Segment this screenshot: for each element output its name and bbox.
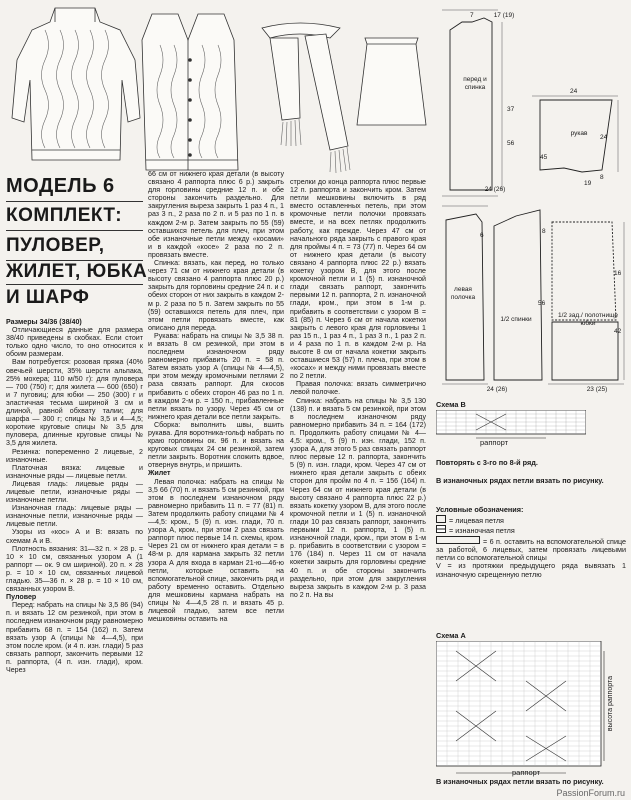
sleeve-label: рукав [570, 130, 588, 137]
stockinette-paragraph: Лицевая гладь: лицевые ряды — лицевые петли, изнаночные ряды — изнаночные петли. [6, 479, 143, 505]
text-column-2 [148, 170, 284, 800]
title-divider [6, 201, 143, 202]
dim-label: 23 (25) [586, 386, 608, 393]
pullover-heading: Пуловер [6, 593, 37, 602]
dim-label: 42 [614, 328, 622, 335]
site-watermark: PassionForum.ru [556, 788, 625, 798]
vest-drawing [142, 14, 238, 170]
legend-knit: = лицевая петля [436, 515, 626, 525]
scheme-a-grid [436, 641, 606, 781]
title-line-4: И ШАРФ [6, 287, 90, 308]
title-line-2: ПУЛОВЕР, [6, 235, 105, 256]
assembly-paragraph: Сборка: выполнить швы, вшить рукава. Для воротника-гольф набрать по краю горловины ок. 96 п. и вязать на круговых спицах 24 см резинкой, затем петли закрыть. Воротник сложить вдвое, отвернув внутрь, и пришить. [148, 420, 284, 470]
vest-heading: Жилет [148, 469, 171, 478]
dim-label: 19 [584, 180, 592, 187]
dim-label: 17 (19) [493, 12, 515, 19]
dim-label: 24 [600, 134, 608, 141]
dim-label: 24 (26) [484, 186, 506, 193]
scheme-b-note: В изнаночных рядах петли вязать по рисунку. [436, 476, 604, 485]
title-divider [6, 284, 143, 285]
scheme-a-title: Схема А [436, 631, 466, 640]
dim-label: 24 [570, 88, 578, 95]
rib-paragraph: Резинка: попеременно 2 лицевые, 2 изнаночные. [6, 447, 143, 464]
intro-paragraph: Отличающиеся данные для размера 38/40 приведены в скобках. Если стоит только одно число, то оно относится к обоим размерам. [6, 326, 143, 359]
materials-paragraph: Вам потребуется: розовая пряжа (40% овечьей шерсти, 35% шерсти альпака, 25% мохера; 110 м/50 г): для пуловера — 700 (750) г; для жилета — 600 (650) г и 7 пуговиц; для юбки — 250 (300) г и эластичная тесьма шириной 3 см и длиной, равной обхвату талии; для шарфа — 300 г; спицы № 3,5 и 4—4,5; короткие круговые спицы № 3,5 для пуловера, длинные круговые спицы № 3,5 для жилета. [6, 358, 143, 448]
scheme-a-rapport: раппорт [512, 768, 541, 777]
back-paragraph: Спинка: вязать, как перед, но только через 71 см от нижнего края детали (в высоту связано 4 раппорта плюс 20 р.) закрыть для горловины средние 24 п. и с обеих сторон от них закрыть в каждом 2-м р. 2 раза по 5 п. Затем закрыть по 55 (59) оставшихся петель для плеч, при этом петли провязать вместе, как описано для переда. [148, 259, 284, 332]
vest-left-label: левая полочка [450, 286, 476, 301]
dim-label: 56 [538, 300, 546, 307]
dim-label: 6 [480, 232, 484, 239]
title-line-3: ЖИЛЕТ, ЮБКА [6, 261, 148, 282]
sleeves-paragraph: Рукава: набрать на спицы № 3,5 38 п. и вязать 8 см резинкой, при этом в последнем изнаночном ряду равномерно прибавить 20 п. = 58 п. Затем вязать узор А (спицы № 4—4,5), при этом между кромочными петлями 2 раза связать раппорт. Для скосов прибавить с обеих сторон 46 раз по 1 п. в каждом 2-м р. = 150 п., прибавленные петли вязать по узору. Через 45 см от нижнего края детали все петли закрыть. [148, 331, 284, 421]
scheme-b-rapport: раппорт [480, 438, 509, 447]
dim-label: 7 [470, 12, 474, 19]
scheme-b-repeat: Повторять с 3-го по 8-й ряд. [436, 458, 538, 467]
purl-symbol-icon [436, 525, 446, 533]
neckline-paragraph: 66 см от нижнего края детали (в высоту связано 4 раппорта плюс 6 р.) закрыть для горловины средние 12 п. и обе стороны закончить раздельно. Для закругления выреза закрыть 1 раз 4 п., 1 раз 3 п., 2 раза по 2 п. и 5 раз по 1 п. в каждом 2-м р. Затем закрыть по 55 (59) оставшихся петель для плеч, при этом обе изнаночные петли между «косами» и в каждой «косе» 2 раза по 2 п. провязать вместе. [148, 170, 284, 259]
garment-illustrations [0, 0, 432, 178]
dim-label: 16 [614, 270, 622, 277]
knit-symbol-icon [436, 515, 446, 523]
sweater-drawing [12, 8, 140, 160]
vest-back-paragraph: Спинка: набрать на спицы № 3,5 130 (138) п. и вязать 5 см резинкой, при этом в последнем изнаночном ряду равномерно прибавить 34 п. = 164 (172) п. Продолжить работу спицами № 4—4,5: кром., 5 (9) п. изн. глади, 152 п. узора А, для этого 5 раз связать раппорт плюс первые 12 п. раппорта, закончить 5 (9) п. изн. глади, кром. Через 47 см от нижнего края детали закрыть с обеих сторон для пройм по 4 п. = 156 (164) п. Через 64 см от нижнего края детали (в высоту связано 4 раппорта плюс 22 р.) вязать кокетку узором В, для этого после кромочной петли и 1 (5) п. изнаночной глади 10 раз связать раппорт, закончить первыми 12 п. раппорта, 1 (5) п. изнаночной глади, кром., при этом в 1-м р. прибавить в соответствии с узором = 176 (184) п. Через 11 см от начала кокетки закрыть для горловины средние 40 п. и обе стороны закончить раздельно, при этом для закругления выреза закрыть в каждом 2-м р. 3 раза по 2 п. На вы [290, 396, 426, 599]
scheme-b-grid [436, 410, 586, 444]
scheme-a-note: В изнаночных рядах петли вязать по рисунку. [436, 777, 604, 786]
scheme-b-title: Схема В [436, 400, 466, 409]
scheme-a-side-label: высота раппорта [607, 676, 614, 732]
garter-paragraph: Платочная вязка: лицевые и изнаночные ряды — лицевые петли. [6, 463, 143, 480]
cable-symbol-icon [436, 536, 480, 544]
legend-body [436, 515, 626, 579]
dim-label: 24 (26) [486, 386, 508, 393]
text-column-1 [6, 318, 143, 800]
title-divider [6, 230, 143, 231]
pullover-front-paragraph: Перед: набрать на спицы № 3,5 86 (94) п. и вязать 12 см резинкой, при этом в последнем изнаночном ряду равномерно прибавить 68 п. = 154 (162) п. Затем вязать узор А (спицы № 4—4,5), при этом после кром. (и 4 п. изн. глади) 5 раз связать раппорт, закончить первыми 12 п. раппорта, (4 п. изн. глади), кром. Через [6, 601, 143, 675]
legend-twist: V = из протяжки предыдущего ряда вывязать 1 изнаночную скрещенную петлю [436, 561, 626, 579]
legend-purl: = изнаночная петля [436, 525, 626, 535]
title-line-1: КОМПЛЕКТ: [6, 205, 123, 226]
dim-label: 45 [540, 154, 548, 161]
cable-paragraph: Узоры из «кос» А и В: вязать по схемам А и В. [6, 528, 143, 545]
legend-title: Условные обозначения: [436, 505, 524, 514]
vest-back-label: 1/2 спинки [500, 316, 532, 323]
front-back-label: перед и спинка [463, 76, 487, 91]
pattern-diagrams [432, 0, 631, 392]
dim-label: 8 [600, 174, 604, 181]
dim-label: 56 [507, 140, 515, 147]
legend-cable: = 6 п. оставить на вспомогательной спице за работой, 6 лицевых, затем провязать лицевыми петли со вспомогательной спицы [436, 536, 626, 563]
right-front-paragraph: Правая полочка: вязать симметрично левой полочке. [290, 380, 426, 397]
model-title: МОДЕЛЬ 6 [6, 175, 115, 197]
scarf-drawing [262, 23, 350, 173]
pocket-paragraph: стрелки до конца раппорта плюс первые 12 п. раппорта и закончить кром. Затем петли мешковины включить в ряд вместо оставленных петель, при этом кромочные петли полочки провязать вместе, и на всех петлях продолжить работу, как прежде. Через 47 см от начального ряда закрыть с правого края для проймы 4 п. = 73 (77) п. Через 64 см от нижнего края детали (в высоту связано 4 раппорта плюс 22 р.) вязать кокетку узором В, для этого после кромочной петли и 1 (5) п. изнаночной глади связать раппорт, закончить первыми 12 п. раппорта, 2 п. изнаночной глади, кром., при этом в 1-м р. прибавить в соответствии с узором В = 81 (85) п. Через 6 см от начала кокетки закрыть с левого края для горловины 1 раз 15 п., 1 раз 4 п., 1 раз 3 п., 1 раз 2 п. и 4 раза по 1 п. в каждом 2-м р. На высоте 8 см от начала кокетки закрыть оставшиеся 53 (57) п. плеча, при этом в «косах» и между ними провязать вместе по 2 петли. [290, 178, 426, 381]
text-column-3 [290, 178, 426, 800]
dim-label: 8 [542, 228, 546, 235]
vest-left-paragraph: Левая полочка: набрать на спицы № 3,5 66 (70) п. и вязать 5 см резинкой, при этом в последнем изнаночном ряду равномерно прибавить 11 п. = 77 (81) п. Затем продолжить работу спицами № 4—4,5: кром., 5 (9) п. изн. глади, 70 п. узора А, кром., при этом 2 раза связать раппорт плюс первые 14 п. схемы, кром. Через 21 см от нижнего края детали = в 48-м р. для кармана закрыть 32 петли узора А для входа в карман 21-ю—46-ю петли, которые оставить на вспомогательной спице, закончить ряд и работу временно оставить. Отдельно для мешковины кармана набрать на спицы № 4—4,5 28 п. и вязать 45 р. лицевой гладью, затем все петли мешковины оставить на [148, 477, 284, 624]
reverse-stockinette-paragraph: Изнаночная гладь: лицевые ряды — изнаночные петли, изнаночные ряды — лицевые петли. [6, 504, 143, 529]
gauge-paragraph: Плотность вязания: 31—32 п. × 28 р. = 10 × 10 см, связанных узором А (1 раппорт — ок. 9 см шириной). 20 п. × 28 р. = 10 × 10 см, связанных лицевой гладью. 35—36 п. × 28 р. = 10 × 10 см, связанных узором В. [6, 544, 143, 594]
skirt-label: 1/2 зад./ полотнище юбки [557, 312, 619, 327]
sizes-heading: Размеры 34/36 (38/40) [6, 318, 82, 326]
skirt-drawing [357, 38, 426, 125]
dim-label: 37 [507, 106, 515, 113]
